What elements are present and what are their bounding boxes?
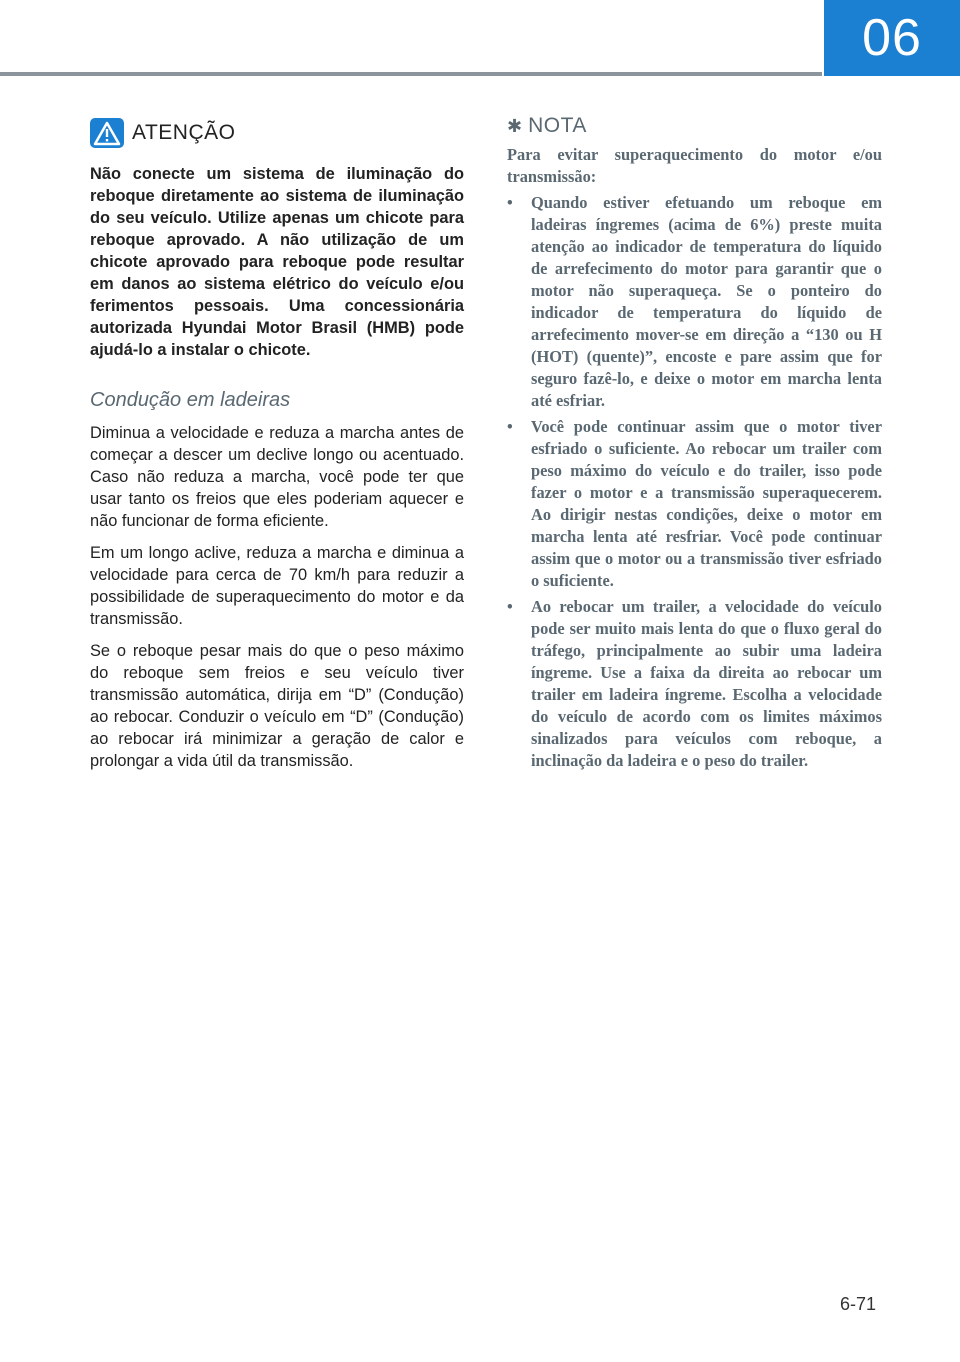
list-item xyxy=(507,416,882,592)
header-rule xyxy=(0,72,822,76)
list-item-text: Ao rebocar um trailer, a velocidade do veículo pode ser muito mais lenta do que o fluxo geral do tráfego, principalmente ao subir uma ladeira íngreme. Use a faixa da direita ao rebocar um trailer em ladeira íngreme. Escolha a velocidade do veículo de acordo com os limites máximos sinalizados para veículos com reboque, a inclinação da ladeira e o peso do trailer. xyxy=(531,597,882,770)
list-item xyxy=(507,192,882,412)
list-item xyxy=(507,596,882,772)
note-list xyxy=(507,192,882,772)
warning-triangle-icon xyxy=(90,118,124,148)
list-item-text: Você pode continuar assim que o motor tiver esfriado o suficiente. Ao rebocar um trailer com peso máximo do veículo e do trailer, isso pode fazer o motor e a transmissão superaquecerem. Ao dirigir nestas condições, deixe o motor em marcha lenta até resfriar. Você pode continuar assim que o motor ou a transmissão tiver esfriado o suficiente. xyxy=(531,417,882,590)
paragraph: Diminua a velocidade e reduza a marcha antes de começar a descer um declive longo ou acentuado. Caso não reduza a marcha, você pode ter que usar tanto os freios que eles poderiam aquecer e não funcionar de forma eficiente. xyxy=(90,424,464,530)
left-column xyxy=(90,113,464,782)
note-intro: Para evitar superaquecimento do motor e/ou transmissão: xyxy=(507,145,882,186)
warning-title: ATENÇÃO xyxy=(132,121,236,144)
warning-header xyxy=(90,113,464,153)
paragraph: Se o reboque pesar mais do que o peso máximo do reboque sem freios e seu veículo tiver transmissão automática, dirija em “D” (Condução) ao rebocar. Conduzir o veículo em “D” (Condução) ao rebocar irá minimizar a geração de calor e prolongar a vida útil da transmissão. xyxy=(90,642,464,770)
bullet: • xyxy=(507,417,513,436)
warning-box xyxy=(90,113,464,361)
note-header xyxy=(507,112,882,140)
bullet: • xyxy=(507,193,513,212)
warning-text: Não conecte um sistema de iluminação do reboque diretamente ao sistema de iluminação do seu veículo. Utilize apenas um chicote para reboque aprovado. A não utilização de um chicote aprovado para reboque pode resultar em danos ao sistema elétrico do veículo e/ou ferimentos pessoais. Uma concessionária autorizada Hyundai Motor Brasil (HMB) pode ajudá-lo a instalar o chicote. xyxy=(90,165,464,359)
page-number: 6-71 xyxy=(840,1294,877,1314)
chapter-tab: 06 xyxy=(824,0,960,76)
list-item-text: Quando estiver efetuando um reboque em ladeiras íngremes (acima de 6%) preste muita atenção ao indicador de temperatura do líquido de arrefecimento do motor para garantir que o motor não superaqueça. Se o ponteiro do indicador de temperatura do líquido de arrefecimento mover-se em direção a “130 ou H (HOT) (quente)”, encoste e pare assim que for seguro fazê-lo, e deixe o motor em marcha lenta até esfriar. xyxy=(531,193,882,410)
right-column xyxy=(507,112,882,776)
section-title: Condução em ladeiras xyxy=(90,389,291,411)
paragraph: Em um longo aclive, reduza a marcha e diminua a velocidade para cerca de 70 km/h para reduzir a possibilidade de superaquecimento do motor e da transmissão. xyxy=(90,544,464,628)
bullet: • xyxy=(507,597,513,616)
note-title: NOTA xyxy=(528,114,587,137)
asterisk-icon: ✱ xyxy=(507,115,523,136)
